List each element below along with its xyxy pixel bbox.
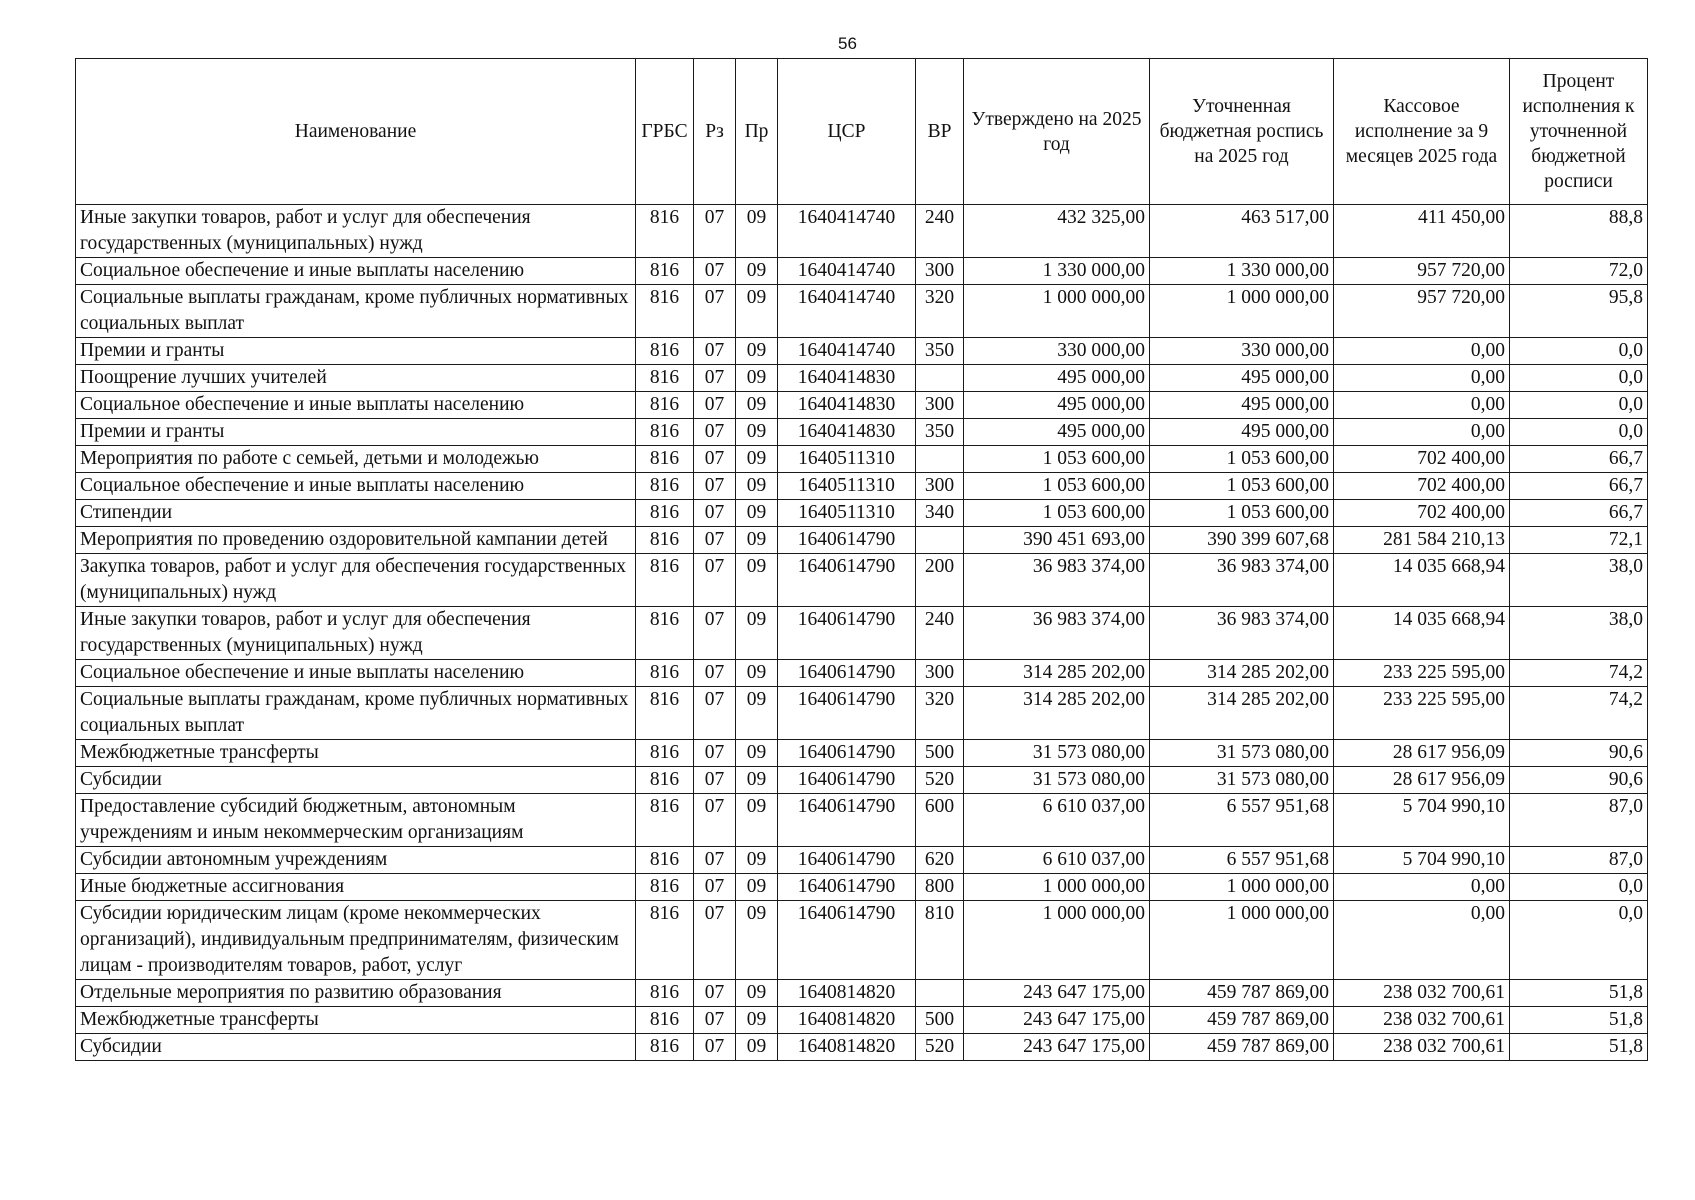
cell-refined: 1 330 000,00 xyxy=(1150,258,1334,285)
cell-vr: 800 xyxy=(916,874,964,901)
cell-name: Межбюджетные трансферты xyxy=(76,1007,636,1034)
cell-csr: 1640614790 xyxy=(778,740,916,767)
cell-pr: 09 xyxy=(736,874,778,901)
table-row xyxy=(76,660,1648,687)
cell-approved: 314 285 202,00 xyxy=(964,687,1150,740)
cell-grbs: 816 xyxy=(636,419,694,446)
cell-percent: 95,8 xyxy=(1510,285,1648,338)
cell-refined: 1 000 000,00 xyxy=(1150,874,1334,901)
cell-rz: 07 xyxy=(694,338,736,365)
header-cash: Кассовое исполнение за 9 месяцев 2025 года xyxy=(1334,59,1510,205)
cell-csr: 1640614790 xyxy=(778,874,916,901)
cell-name: Субсидии юридическим лицам (кроме некоммерческих организаций), индивидуальным предпринимателям, физическим лицам - производителям товаров, работ, услуг xyxy=(76,901,636,980)
cell-vr: 600 xyxy=(916,794,964,847)
cell-name: Иные закупки товаров, работ и услуг для обеспечения государственных (муниципальных) нужд xyxy=(76,607,636,660)
table-body xyxy=(76,205,1648,1061)
cell-pr: 09 xyxy=(736,554,778,607)
cell-cash: 0,00 xyxy=(1334,338,1510,365)
cell-vr: 500 xyxy=(916,1007,964,1034)
cell-pr: 09 xyxy=(736,258,778,285)
table-row xyxy=(76,419,1648,446)
header-pr: Пр xyxy=(736,59,778,205)
header-rz: Рз xyxy=(694,59,736,205)
cell-pr: 09 xyxy=(736,527,778,554)
cell-csr: 1640414740 xyxy=(778,285,916,338)
cell-name: Поощрение лучших учителей xyxy=(76,365,636,392)
cell-pr: 09 xyxy=(736,660,778,687)
cell-grbs: 816 xyxy=(636,874,694,901)
cell-grbs: 816 xyxy=(636,980,694,1007)
cell-csr: 1640414740 xyxy=(778,258,916,285)
cell-grbs: 816 xyxy=(636,365,694,392)
cell-name: Межбюджетные трансферты xyxy=(76,740,636,767)
cell-refined: 1 000 000,00 xyxy=(1150,901,1334,980)
cell-cash: 28 617 956,09 xyxy=(1334,767,1510,794)
header-approved: Утверждено на 2025 год xyxy=(964,59,1150,205)
table-row xyxy=(76,740,1648,767)
cell-vr: 300 xyxy=(916,660,964,687)
cell-pr: 09 xyxy=(736,607,778,660)
cell-vr: 320 xyxy=(916,687,964,740)
cell-percent: 66,7 xyxy=(1510,500,1648,527)
cell-grbs: 816 xyxy=(636,446,694,473)
cell-csr: 1640614790 xyxy=(778,901,916,980)
cell-cash: 238 032 700,61 xyxy=(1334,1034,1510,1061)
cell-rz: 07 xyxy=(694,607,736,660)
cell-name: Отдельные мероприятия по развитию образования xyxy=(76,980,636,1007)
cell-percent: 51,8 xyxy=(1510,1034,1648,1061)
cell-vr: 300 xyxy=(916,473,964,500)
cell-rz: 07 xyxy=(694,901,736,980)
cell-refined: 330 000,00 xyxy=(1150,338,1334,365)
cell-rz: 07 xyxy=(694,874,736,901)
cell-refined: 495 000,00 xyxy=(1150,365,1334,392)
header-name: Наименование xyxy=(76,59,636,205)
cell-grbs: 816 xyxy=(636,1034,694,1061)
cell-cash: 14 035 668,94 xyxy=(1334,607,1510,660)
cell-refined: 31 573 080,00 xyxy=(1150,740,1334,767)
cell-csr: 1640614790 xyxy=(778,687,916,740)
cell-pr: 09 xyxy=(736,392,778,419)
cell-pr: 09 xyxy=(736,1007,778,1034)
cell-cash: 5 704 990,10 xyxy=(1334,794,1510,847)
cell-cash: 233 225 595,00 xyxy=(1334,660,1510,687)
page-number: 56 xyxy=(838,34,857,53)
cell-grbs: 816 xyxy=(636,660,694,687)
cell-percent: 87,0 xyxy=(1510,847,1648,874)
cell-vr: 200 xyxy=(916,554,964,607)
cell-cash: 14 035 668,94 xyxy=(1334,554,1510,607)
cell-rz: 07 xyxy=(694,527,736,554)
cell-refined: 1 053 600,00 xyxy=(1150,473,1334,500)
table-row xyxy=(76,1034,1648,1061)
cell-vr: 520 xyxy=(916,767,964,794)
cell-refined: 36 983 374,00 xyxy=(1150,554,1334,607)
cell-grbs: 816 xyxy=(636,740,694,767)
table-row xyxy=(76,285,1648,338)
cell-cash: 238 032 700,61 xyxy=(1334,980,1510,1007)
cell-vr xyxy=(916,527,964,554)
cell-percent: 0,0 xyxy=(1510,365,1648,392)
table-row xyxy=(76,500,1648,527)
cell-cash: 0,00 xyxy=(1334,392,1510,419)
table-row xyxy=(76,847,1648,874)
cell-name: Социальное обеспечение и иные выплаты населению xyxy=(76,660,636,687)
cell-grbs: 816 xyxy=(636,1007,694,1034)
cell-rz: 07 xyxy=(694,392,736,419)
cell-percent: 38,0 xyxy=(1510,554,1648,607)
table-row xyxy=(76,258,1648,285)
cell-vr: 240 xyxy=(916,607,964,660)
cell-cash: 411 450,00 xyxy=(1334,205,1510,258)
table-row xyxy=(76,980,1648,1007)
cell-vr: 300 xyxy=(916,258,964,285)
cell-grbs: 816 xyxy=(636,205,694,258)
cell-refined: 459 787 869,00 xyxy=(1150,980,1334,1007)
cell-percent: 51,8 xyxy=(1510,980,1648,1007)
cell-vr xyxy=(916,980,964,1007)
cell-name: Предоставление субсидий бюджетным, автономным учреждениям и иным некоммерческим организациям xyxy=(76,794,636,847)
table-row xyxy=(76,1007,1648,1034)
header-grbs: ГРБС xyxy=(636,59,694,205)
cell-rz: 07 xyxy=(694,285,736,338)
cell-approved: 31 573 080,00 xyxy=(964,767,1150,794)
table-row xyxy=(76,365,1648,392)
cell-pr: 09 xyxy=(736,500,778,527)
cell-refined: 1 000 000,00 xyxy=(1150,285,1334,338)
cell-name: Социальное обеспечение и иные выплаты населению xyxy=(76,473,636,500)
cell-cash: 28 617 956,09 xyxy=(1334,740,1510,767)
cell-pr: 09 xyxy=(736,740,778,767)
cell-csr: 1640614790 xyxy=(778,607,916,660)
cell-approved: 495 000,00 xyxy=(964,419,1150,446)
cell-rz: 07 xyxy=(694,205,736,258)
cell-percent: 90,6 xyxy=(1510,740,1648,767)
cell-rz: 07 xyxy=(694,473,736,500)
cell-name: Социальные выплаты гражданам, кроме публичных нормативных социальных выплат xyxy=(76,285,636,338)
cell-cash: 702 400,00 xyxy=(1334,500,1510,527)
cell-name: Субсидии xyxy=(76,1034,636,1061)
cell-grbs: 816 xyxy=(636,847,694,874)
cell-name: Социальные выплаты гражданам, кроме публичных нормативных социальных выплат xyxy=(76,687,636,740)
cell-name: Иные бюджетные ассигнования xyxy=(76,874,636,901)
cell-rz: 07 xyxy=(694,500,736,527)
cell-pr: 09 xyxy=(736,205,778,258)
cell-refined: 1 053 600,00 xyxy=(1150,500,1334,527)
cell-percent: 88,8 xyxy=(1510,205,1648,258)
table-row xyxy=(76,901,1648,980)
cell-refined: 1 053 600,00 xyxy=(1150,446,1334,473)
cell-pr: 09 xyxy=(736,1034,778,1061)
cell-pr: 09 xyxy=(736,901,778,980)
cell-csr: 1640614790 xyxy=(778,554,916,607)
cell-pr: 09 xyxy=(736,285,778,338)
cell-cash: 0,00 xyxy=(1334,901,1510,980)
cell-vr xyxy=(916,365,964,392)
cell-rz: 07 xyxy=(694,446,736,473)
cell-percent: 74,2 xyxy=(1510,687,1648,740)
cell-approved: 36 983 374,00 xyxy=(964,607,1150,660)
cell-rz: 07 xyxy=(694,794,736,847)
table-row xyxy=(76,338,1648,365)
cell-name: Стипендии xyxy=(76,500,636,527)
header-percent: Процент исполнения к уточненной бюджетной росписи xyxy=(1510,59,1648,205)
cell-vr: 810 xyxy=(916,901,964,980)
cell-name: Социальное обеспечение и иные выплаты населению xyxy=(76,392,636,419)
cell-grbs: 816 xyxy=(636,901,694,980)
cell-rz: 07 xyxy=(694,1007,736,1034)
cell-csr: 1640414740 xyxy=(778,205,916,258)
cell-rz: 07 xyxy=(694,554,736,607)
cell-rz: 07 xyxy=(694,740,736,767)
table-row xyxy=(76,392,1648,419)
header-refined: Уточненная бюджетная роспись на 2025 год xyxy=(1150,59,1334,205)
table-row xyxy=(76,205,1648,258)
table-row xyxy=(76,527,1648,554)
cell-approved: 330 000,00 xyxy=(964,338,1150,365)
cell-refined: 463 517,00 xyxy=(1150,205,1334,258)
cell-refined: 314 285 202,00 xyxy=(1150,660,1334,687)
cell-percent: 38,0 xyxy=(1510,607,1648,660)
cell-grbs: 816 xyxy=(636,258,694,285)
cell-name: Мероприятия по проведению оздоровительной кампании детей xyxy=(76,527,636,554)
cell-refined: 31 573 080,00 xyxy=(1150,767,1334,794)
cell-pr: 09 xyxy=(736,338,778,365)
cell-percent: 51,8 xyxy=(1510,1007,1648,1034)
cell-approved: 390 451 693,00 xyxy=(964,527,1150,554)
cell-name: Закупка товаров, работ и услуг для обеспечения государственных (муниципальных) нужд xyxy=(76,554,636,607)
cell-rz: 07 xyxy=(694,660,736,687)
cell-vr: 620 xyxy=(916,847,964,874)
cell-approved: 1 053 600,00 xyxy=(964,446,1150,473)
cell-approved: 1 053 600,00 xyxy=(964,473,1150,500)
cell-grbs: 816 xyxy=(636,687,694,740)
cell-approved: 1 000 000,00 xyxy=(964,901,1150,980)
header-vr: ВР xyxy=(916,59,964,205)
cell-percent: 0,0 xyxy=(1510,874,1648,901)
cell-csr: 1640511310 xyxy=(778,446,916,473)
cell-percent: 0,0 xyxy=(1510,392,1648,419)
cell-refined: 314 285 202,00 xyxy=(1150,687,1334,740)
cell-approved: 31 573 080,00 xyxy=(964,740,1150,767)
cell-grbs: 816 xyxy=(636,473,694,500)
cell-percent: 66,7 xyxy=(1510,473,1648,500)
table-row xyxy=(76,473,1648,500)
cell-cash: 0,00 xyxy=(1334,365,1510,392)
cell-csr: 1640614790 xyxy=(778,847,916,874)
cell-rz: 07 xyxy=(694,687,736,740)
table-row xyxy=(76,794,1648,847)
cell-approved: 1 053 600,00 xyxy=(964,500,1150,527)
cell-vr xyxy=(916,446,964,473)
cell-percent: 72,0 xyxy=(1510,258,1648,285)
cell-cash: 0,00 xyxy=(1334,874,1510,901)
cell-name: Премии и гранты xyxy=(76,419,636,446)
cell-percent: 0,0 xyxy=(1510,338,1648,365)
cell-cash: 957 720,00 xyxy=(1334,285,1510,338)
cell-csr: 1640614790 xyxy=(778,794,916,847)
cell-approved: 243 647 175,00 xyxy=(964,1007,1150,1034)
cell-approved: 243 647 175,00 xyxy=(964,1034,1150,1061)
cell-rz: 07 xyxy=(694,847,736,874)
cell-csr: 1640414830 xyxy=(778,419,916,446)
cell-approved: 495 000,00 xyxy=(964,365,1150,392)
cell-refined: 390 399 607,68 xyxy=(1150,527,1334,554)
cell-name: Мероприятия по работе с семьей, детьми и молодежью xyxy=(76,446,636,473)
cell-grbs: 816 xyxy=(636,500,694,527)
cell-csr: 1640414740 xyxy=(778,338,916,365)
cell-percent: 72,1 xyxy=(1510,527,1648,554)
cell-vr: 350 xyxy=(916,338,964,365)
cell-grbs: 816 xyxy=(636,392,694,419)
table-row xyxy=(76,446,1648,473)
cell-refined: 495 000,00 xyxy=(1150,419,1334,446)
cell-cash: 702 400,00 xyxy=(1334,446,1510,473)
cell-approved: 495 000,00 xyxy=(964,392,1150,419)
cell-name: Премии и гранты xyxy=(76,338,636,365)
cell-approved: 36 983 374,00 xyxy=(964,554,1150,607)
cell-grbs: 816 xyxy=(636,527,694,554)
cell-grbs: 816 xyxy=(636,554,694,607)
cell-percent: 87,0 xyxy=(1510,794,1648,847)
table-row xyxy=(76,687,1648,740)
cell-csr: 1640614790 xyxy=(778,527,916,554)
cell-csr: 1640814820 xyxy=(778,1034,916,1061)
cell-name: Социальное обеспечение и иные выплаты населению xyxy=(76,258,636,285)
cell-vr: 320 xyxy=(916,285,964,338)
table-row xyxy=(76,607,1648,660)
cell-approved: 432 325,00 xyxy=(964,205,1150,258)
cell-refined: 6 557 951,68 xyxy=(1150,794,1334,847)
cell-pr: 09 xyxy=(736,446,778,473)
cell-refined: 459 787 869,00 xyxy=(1150,1007,1334,1034)
cell-cash: 281 584 210,13 xyxy=(1334,527,1510,554)
cell-rz: 07 xyxy=(694,365,736,392)
cell-refined: 459 787 869,00 xyxy=(1150,1034,1334,1061)
cell-cash: 0,00 xyxy=(1334,419,1510,446)
cell-csr: 1640614790 xyxy=(778,660,916,687)
cell-percent: 0,0 xyxy=(1510,901,1648,980)
cell-rz: 07 xyxy=(694,419,736,446)
cell-approved: 1 330 000,00 xyxy=(964,258,1150,285)
cell-cash: 233 225 595,00 xyxy=(1334,687,1510,740)
cell-refined: 6 557 951,68 xyxy=(1150,847,1334,874)
cell-pr: 09 xyxy=(736,473,778,500)
table-header-row xyxy=(76,59,1648,205)
cell-cash: 702 400,00 xyxy=(1334,473,1510,500)
cell-approved: 1 000 000,00 xyxy=(964,285,1150,338)
cell-percent: 66,7 xyxy=(1510,446,1648,473)
cell-percent: 0,0 xyxy=(1510,419,1648,446)
cell-cash: 957 720,00 xyxy=(1334,258,1510,285)
cell-cash: 238 032 700,61 xyxy=(1334,1007,1510,1034)
cell-name: Иные закупки товаров, работ и услуг для обеспечения государственных (муниципальных) нужд xyxy=(76,205,636,258)
cell-csr: 1640814820 xyxy=(778,1007,916,1034)
cell-vr: 300 xyxy=(916,392,964,419)
cell-pr: 09 xyxy=(736,794,778,847)
cell-grbs: 816 xyxy=(636,607,694,660)
cell-percent: 90,6 xyxy=(1510,767,1648,794)
cell-vr: 520 xyxy=(916,1034,964,1061)
cell-pr: 09 xyxy=(736,767,778,794)
cell-rz: 07 xyxy=(694,980,736,1007)
cell-pr: 09 xyxy=(736,980,778,1007)
cell-grbs: 816 xyxy=(636,767,694,794)
cell-vr: 340 xyxy=(916,500,964,527)
budget-table xyxy=(75,58,1648,1061)
cell-approved: 6 610 037,00 xyxy=(964,794,1150,847)
cell-pr: 09 xyxy=(736,687,778,740)
cell-name: Субсидии автономным учреждениям xyxy=(76,847,636,874)
table-row xyxy=(76,554,1648,607)
cell-pr: 09 xyxy=(736,419,778,446)
cell-rz: 07 xyxy=(694,767,736,794)
cell-cash: 5 704 990,10 xyxy=(1334,847,1510,874)
cell-csr: 1640414830 xyxy=(778,365,916,392)
cell-csr: 1640814820 xyxy=(778,980,916,1007)
cell-grbs: 816 xyxy=(636,794,694,847)
cell-pr: 09 xyxy=(736,365,778,392)
cell-approved: 6 610 037,00 xyxy=(964,847,1150,874)
cell-vr: 500 xyxy=(916,740,964,767)
cell-csr: 1640511310 xyxy=(778,500,916,527)
cell-approved: 314 285 202,00 xyxy=(964,660,1150,687)
cell-vr: 240 xyxy=(916,205,964,258)
table-row xyxy=(76,767,1648,794)
cell-rz: 07 xyxy=(694,1034,736,1061)
cell-name: Субсидии xyxy=(76,767,636,794)
header-csr: ЦСР xyxy=(778,59,916,205)
cell-vr: 350 xyxy=(916,419,964,446)
cell-rz: 07 xyxy=(694,258,736,285)
cell-refined: 495 000,00 xyxy=(1150,392,1334,419)
cell-approved: 1 000 000,00 xyxy=(964,874,1150,901)
cell-csr: 1640614790 xyxy=(778,767,916,794)
cell-csr: 1640414830 xyxy=(778,392,916,419)
table-row xyxy=(76,874,1648,901)
cell-refined: 36 983 374,00 xyxy=(1150,607,1334,660)
cell-grbs: 816 xyxy=(636,338,694,365)
cell-percent: 74,2 xyxy=(1510,660,1648,687)
cell-pr: 09 xyxy=(736,847,778,874)
cell-approved: 243 647 175,00 xyxy=(964,980,1150,1007)
cell-csr: 1640511310 xyxy=(778,473,916,500)
cell-grbs: 816 xyxy=(636,285,694,338)
